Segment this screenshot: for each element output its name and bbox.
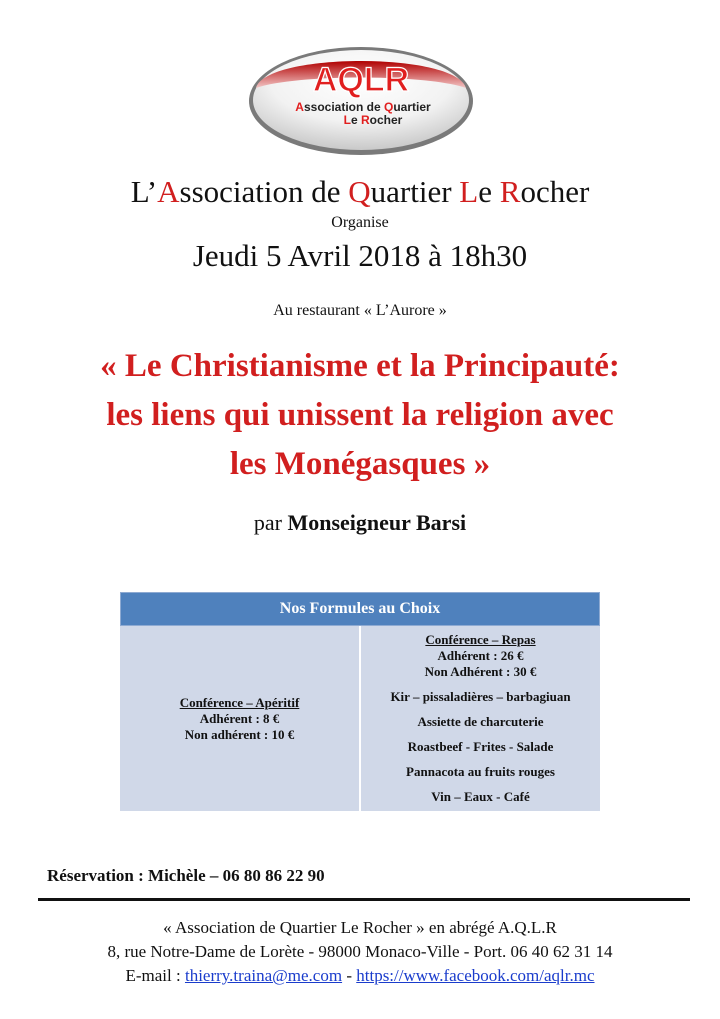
menu-item: Roastbeef - Frites - Salade xyxy=(407,739,554,754)
aperitif-non-member-price: Non adhérent : 10 € xyxy=(184,726,295,742)
email-link[interactable]: thierry.traina@me.com xyxy=(184,966,343,985)
aperitif-title: Conférence – Apéritif xyxy=(179,694,300,710)
conference-title-line: les liens qui unissent la religion avec xyxy=(106,397,614,433)
footer-divider xyxy=(38,898,690,901)
footer-contact: E-mail : thierry.traina@me.com - https://www.facebook.com/aqlr.mc xyxy=(125,966,595,985)
footer-association: « Association de Quartier Le Rocher » en abrégé A.Q.L.R xyxy=(163,918,557,937)
footer-address: 8, rue Notre-Dame de Lorète - 98000 Monaco-Ville - Port. 06 40 62 31 14 xyxy=(107,942,613,961)
formules-heading: Nos Formules au Choix xyxy=(120,592,600,626)
speaker-name: Monseigneur Barsi xyxy=(287,510,467,535)
logo-short: AQLR xyxy=(312,61,410,99)
reservation-contact: Réservation : Michèle – 06 80 86 22 90 xyxy=(47,866,325,885)
menu-item: Kir – pissaladières – barbagiuan xyxy=(390,689,571,704)
aperitif-member-price: Adhérent : 8 € xyxy=(199,710,280,726)
conference-title-line: « Le Christianisme et la Principauté: xyxy=(100,348,620,384)
formule-aperitif xyxy=(120,626,359,811)
speaker: par Monseigneur Barsi xyxy=(253,510,467,535)
repas-non-member-price: Non Adhérent : 30 € xyxy=(424,664,537,679)
event-date: Jeudi 5 Avril 2018 à 18h30 xyxy=(192,238,528,273)
association-title: L’Association de Quartier Le Rocher xyxy=(130,174,590,209)
facebook-link[interactable]: https://www.facebook.com/aqlr.mc xyxy=(356,966,595,985)
repas-member-price: Adhérent : 26 € xyxy=(437,648,524,663)
logo-line2: Le Rocher xyxy=(343,113,403,127)
menu-item: Vin – Eaux - Café xyxy=(431,789,530,804)
repas-title: Conférence – Repas xyxy=(425,632,536,647)
formule-repas xyxy=(361,626,600,811)
logo-line1: Association de Quartier xyxy=(295,100,431,114)
menu-item: Assiette de charcuterie xyxy=(417,714,544,729)
conference-title xyxy=(40,342,680,489)
conference-title-line: les Monégasques » xyxy=(229,446,491,482)
aqlr-logo xyxy=(246,44,476,158)
venue: Au restaurant « L’Aurore » xyxy=(273,302,447,319)
footer xyxy=(0,916,720,988)
formules-table xyxy=(120,592,600,811)
organise-label: Organise xyxy=(331,214,389,231)
menu-item: Pannacota au fruits rouges xyxy=(406,764,555,779)
